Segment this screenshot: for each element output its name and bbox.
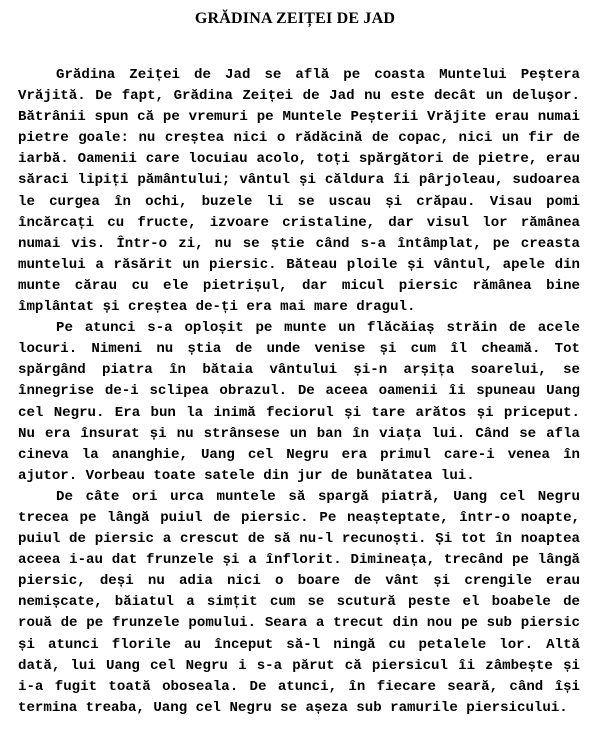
paragraph-2: Pe atunci s-a oploșit pe munte un flăcăiaș străin de acele locuri. Nimeni nu știa de unde venise și cum îl cheamă. Tot spărgând piatra în bătaia vântului și-n arșița soarelui, se înnegrise de-i sclipea obrazul. De aceea oamenii îi spuneau Uang cel Negru. Era bun la inimă feciorul și tare arătos și priceput. Nu era însurat și nu strânsese un ban în viața lui. Când se afla cineva la ananghie, Uang cel Negru era primul care-i venea în ajutor. Vorbeau toate satele din jur de bunătatea lui. bbox=[18, 320, 580, 484]
paragraph-1: Grădina Zeiței de Jad se află pe coasta Muntelui Peștera Vrăjită. De fapt, Grădina Zeiței de Jad nu este decât un deluşor. Bătrânii spun că pe vremuri pe Muntele Peșterii Vrăjite erau numai pietre goale: nu creștea nici o rădăcină de copac, nici un fir de iarbă. Oamenii care locuiau acolo, toți spărgători de pietre, erau săraci lipiți pământului; vântul și căldura îi pârjoleau, sudoarea le curgea în ochi, buzele li se uscau și crăpau. Visau pomi încărcați cu fructe, izvoare cristaline, dar visul lor rămânea numai vis. Într-o zi, nu se știe când s-a întâmplat, pe creasta muntelui a răsărit un piersic. Băteau ploile și vântul, apele din munte cărau cu ele pietrișul, dar micul piersic rămânea bine împlântat și creștea de-ți era mai mare dragul. bbox=[18, 67, 580, 316]
document-body bbox=[18, 65, 580, 719]
paragraph-3: De câte ori urca muntele să spargă piatră, Uang cel Negru trecea pe lângă puiul de piersic. Pe neașteptate, într-o noapte, puiul de piersic a crescut de să nu-l recunoști. Și tot în noaptea aceea i-au dat frunzele și a înflorit. Dimineața, trecând pe lângă piersic, deși nu adia nici o boare de vânt și crengile erau nemișcate, băiatul a simțit cum se scutură peste el boabele de rouă de pe frunzele pomului. Seara a trecut din nou pe sub piersic și atunci florile au început să-l ningă cu petalele lor. Altă dată, lui Uang cel Negru i s-a părut că piersicul îi zâmbește și i-a fugit toată oboseala. De atunci, în fiecare seară, când își termina treaba, Uang cel Negru se așeza sub ramurile piersicului. bbox=[18, 488, 580, 716]
document-title: GRĂDINA ZEIȚEI DE JAD bbox=[194, 10, 396, 27]
